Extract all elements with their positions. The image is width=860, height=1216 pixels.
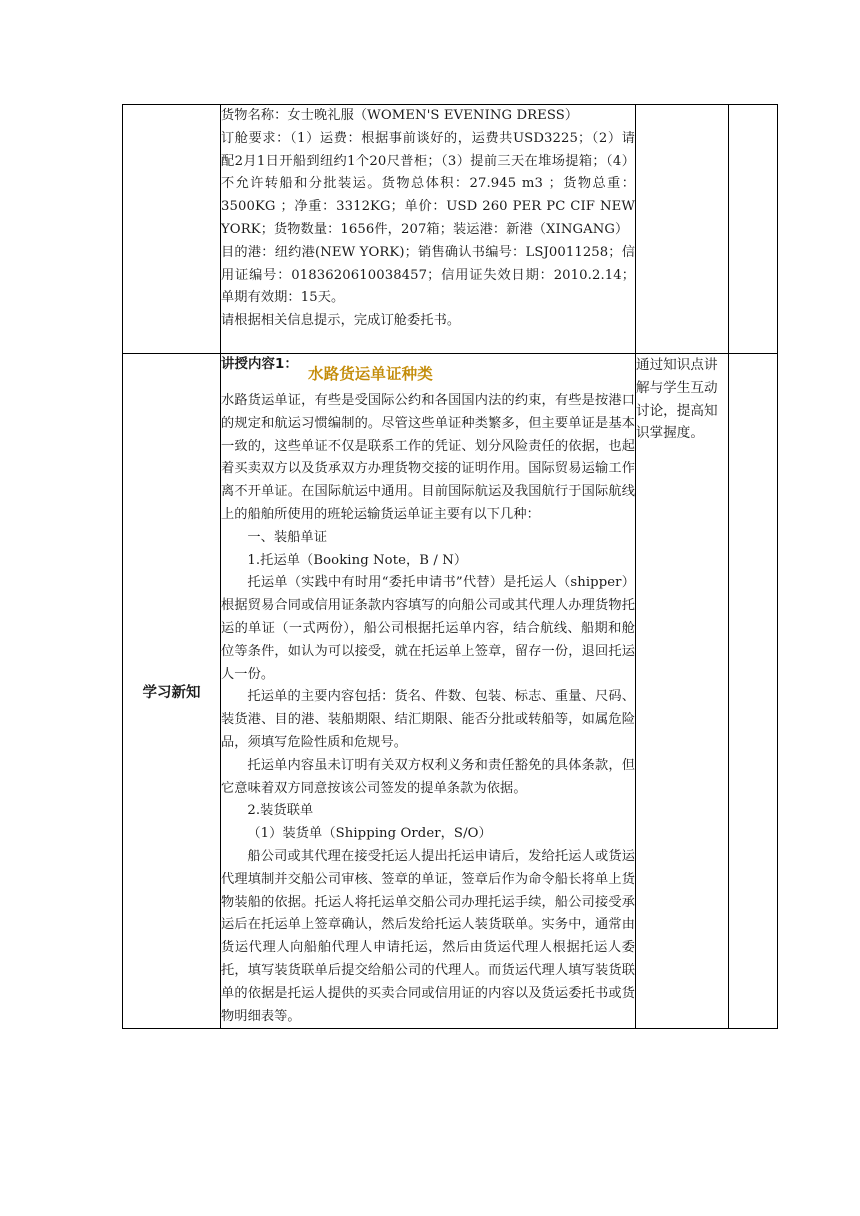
paragraph-intro: 水路货运单证，有些是受国际公约和各国国内法的约束，有些是按港口的规定和航运习惯编制的。尽管这些单证种类繁多，但主要单证是基本一致的，这些单证不仅是联系工作的凭证、划分风险责任的依据，也起着买卖双方以及货承双方办理货物交接的证明作用。国际贸易运输工作离不开单证。在国际航运中通用。目前国际航运及我国航行于国际航线上的船舶所使用的班轮运输货运单证主要有以下几种： <box>221 393 635 522</box>
heading-title: 水路货运单证种类 <box>308 365 433 383</box>
instruction-line: 请根据相关信息提示，完成订舱委托书。 <box>221 313 461 329</box>
table-row-learning <box>123 354 778 1029</box>
paragraph-shipping-docs-title: 2.装货联单 <box>247 803 314 819</box>
content-heading <box>221 354 635 390</box>
task-content-cell <box>221 105 636 354</box>
paragraph-booking-note: 托运单（实践中有时用“委托申请书”代替）是托运人（shipper）根据贸易合同或信用证条款内容填写的向船公司或其代理人办理货物托运的单证（一式两份），船公司根据托运单内容，结合航线、船期和舱位等条件，如认为可以接受，就在托运单上签章，留存一份，退回托运人一份。 <box>221 575 635 682</box>
lesson-plan-table <box>122 104 778 1029</box>
learning-content-cell <box>221 354 636 1029</box>
heading-prefix: 讲授内容1： <box>221 357 298 372</box>
table-row-task <box>123 105 778 354</box>
paragraph-shipping-order-title: （1）装货单（Shipping Order，S/O） <box>247 826 492 842</box>
note-cell-empty <box>636 105 729 354</box>
paragraph-terms: 托运单内容虽未订明有关双方权利义务和责任豁免的具体条款，但它意味着双方同意按该公司签发的提单条款为依据。 <box>221 757 635 796</box>
paragraph-main-contents: 托运单的主要内容包括：货名、件数、包装、标志、重量、尺码、装货港、目的港、装船期限、结汇期限、能否分批或转船等，如属危险品，须填写危险性质和危规号。 <box>221 689 635 750</box>
extra-cell-empty <box>729 354 778 1029</box>
teaching-note: 通过知识点讲解与学生互动讨论，提高知识掌握度。 <box>636 357 718 442</box>
booking-requirements-line: 订舱要求：（1）运费：根据事前谈好的，运费共USD3225；（2）请配2月1日开船到纽约1个20尺普柜；（3）提前三天在堆场提箱；（4）不允许转船和分批装运。货物总体积：27.945 m3 ；货物总重：3500KG ；净重：3312KG；单价：USD 260 PER PC CIF NEW YORK；货物数量：1656件，207箱；装运港：新港（XINGANG） <box>221 130 635 237</box>
label-cell-empty <box>123 105 221 354</box>
paragraph-booking-note-title: 1.托运单（Booking Note，B / N） <box>247 552 468 568</box>
paragraph-shipping-order: 船公司或其代理在接受托运人提出托运申请后，发给托运人或货运代理填制并交船公司审核、签章的单证，签章后作为命令船长将单上货物装船的依据。托运人将托运单交船公司办理托运手续，船公司接受承运后在托运单上签章确认，然后发给托运人装货联单。实务中，通常由货运代理人向船舶代理人申请托运，然后由货运代理人根据托运人委托，填写装货联单后提交给船公司的代理人。而货运代理人填写装货联单的依据是托运人提供的买卖合同或信用证的内容以及货运委托书或货物明细表等。 <box>221 848 635 1024</box>
destination-line: 目的港：纽约港(NEW YORK)；销售确认书编号：LSJ0011258；信用证编号：0183620610038457；信用证失效日期：2010.2.14；单期有效期：15天。 <box>221 244 635 306</box>
section-label: 学习新知 <box>123 354 221 1029</box>
extra-cell-empty <box>729 105 778 354</box>
teaching-note-cell <box>636 354 729 1029</box>
paragraph-section-1: 一、装船单证 <box>247 529 328 545</box>
cargo-name-line: 货物名称：女士晚礼服（WOMEN'S EVENING DRESS） <box>221 108 579 123</box>
